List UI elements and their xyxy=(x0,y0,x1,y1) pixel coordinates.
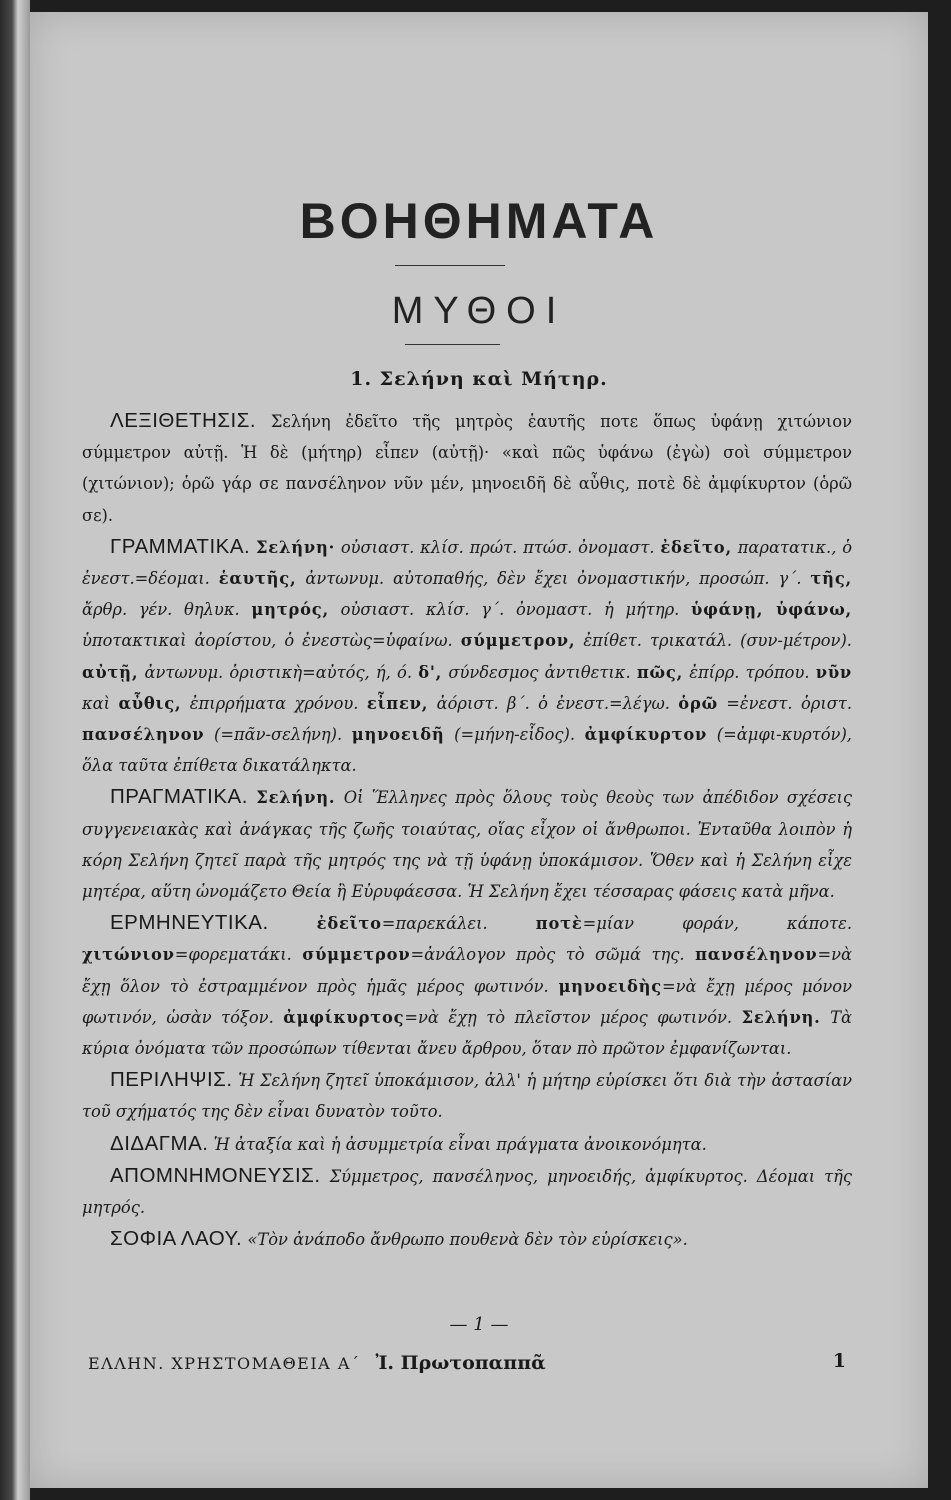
term-gloss: ἐπίθετ. τρικατάλ. (συν-μέτρον). xyxy=(575,631,852,651)
section-subtitle: ΜΥΘΟΙ xyxy=(391,290,567,332)
term-word: αὐτῇ, xyxy=(82,662,139,682)
term-word: ἐδεῖτο, xyxy=(660,537,732,557)
term-word: Σελήνη. xyxy=(741,1007,821,1027)
lead-pragmatika: Σελήνη. xyxy=(256,788,336,808)
term-gloss: =ἀνάλογον πρὸς τὸ σῶμά της. xyxy=(410,945,696,965)
term-gloss: =μίαν φοράν, κάποτε. xyxy=(582,914,852,934)
heading-apomnimoneusis: ΑΠΟΜΝΗΜΟΝΕΥΣΙΣ. xyxy=(110,1163,321,1187)
paragraph-apomnimoneusis xyxy=(82,1160,852,1223)
term-gloss: =ἐνεστ. ὁριστ. xyxy=(717,693,853,713)
term-word: ποτὲ xyxy=(535,914,583,934)
term-word: ἑαυτῆς, xyxy=(218,569,297,589)
term-word: πανσέληνον xyxy=(82,725,205,745)
footer-author: Ἰ. Πρωτοπαππᾶ xyxy=(375,1352,546,1374)
term-word: μηνοειδὴς xyxy=(558,976,662,996)
heading-ermineftika: ΕΡΜΗΝΕΥΤΙΚΑ. xyxy=(110,911,269,935)
term-gloss: =νὰ ἔχῃ τὸ πλεῖστον μέρος φωτινόν. xyxy=(404,1007,742,1027)
text-didagma: Ἡ ἀταξία καὶ ἡ ἀσυμμετρία εἶναι πράγματα ἀνοικονόμητα. xyxy=(208,1134,707,1154)
term-word: σύμμετρον xyxy=(302,945,411,965)
heading-perilipsis: ΠΕΡΙΛΗΨΙΣ. xyxy=(110,1068,233,1092)
term-word: αὖθις, xyxy=(118,693,182,713)
term-word: πῶς, xyxy=(636,662,684,682)
fable-title: 1. Σελήνη καὶ Μήτηρ. xyxy=(350,368,608,390)
paragraph-didagma xyxy=(82,1128,852,1160)
term-word: ἀμφίκυρτος xyxy=(283,1007,405,1027)
term-gloss: (=ἀμφι-κυρτόν), ὅλα ταῦτα ἐπίθετα δικατάληκτα. xyxy=(82,725,852,776)
subtitle-rule xyxy=(405,344,500,345)
page-title: ΒΟΗΘΗΜΑΤΑ xyxy=(299,193,659,249)
term-gloss: (=πᾶν-σελήνη). xyxy=(204,725,352,745)
paragraph-perilipsis xyxy=(82,1064,852,1127)
page-footer xyxy=(88,1352,858,1374)
term-word: ὑφάνῃ, ὑφάνω, xyxy=(691,600,852,620)
text-lexithetisis: Σελήνη ἐδεῖτο τῆς μητρὸς ἑαυτῆς ποτε ὅπως ὑφάνῃ χιτώνιον σύμμετρον αὐτῇ. Ἡ δὲ (μήτηρ) εἶπεν (αὐτῇ)· «καὶ πῶς ὑφάνω (ἐγὼ) σοὶ σύμμετρον (χιτώνιον); ὁρῶ γάρ σε πανσέληνον νῦν μέν, μηνοειδῆ δὲ αὖθις, ποτὲ δὲ ἀμφίκυρτον (ὁρῶ σε). xyxy=(82,412,852,525)
term-word: νῦν xyxy=(815,662,853,682)
term-gloss: ἐπίρρ. τρόπου. xyxy=(683,662,816,682)
page-number: — 1 — xyxy=(449,1314,509,1335)
term-word: τῆς, xyxy=(810,569,852,589)
term-gloss: =νὰ ἔχῃ ὅλον τὸ ἐστραμμένον πρὸς ἡμᾶς μέρος φωτινόν. xyxy=(82,945,852,996)
text-apomnimoneusis: Σύμμετρος, πανσέληνος, μηνοειδής, ἀμφίκυρτος. Δέομαι τῆς μητρός. xyxy=(82,1166,852,1218)
title-rule xyxy=(395,265,505,266)
term-word: ὁρῶ xyxy=(678,693,718,713)
paragraph-pragmatika xyxy=(82,781,852,907)
text-grammatika xyxy=(82,538,852,775)
term-word: Σελήνη· xyxy=(255,537,336,557)
term-gloss: ἀόριστ. β΄. ὁ ἐνεστ.=λέγω. xyxy=(428,693,679,713)
book-spine xyxy=(0,0,30,1500)
text-ermineftika xyxy=(82,914,852,1058)
paragraph-ermineftika xyxy=(82,907,852,1064)
term-gloss: ἀντωνυμ. αὐτοπαθής, δὲν ἔχει ὀνομαστικήν, προσώπ. γ΄. xyxy=(296,569,811,589)
heading-lexithetisis: ΛΕΞΙΘΕΤΗΣΙΣ. xyxy=(110,409,257,432)
footer-series: ΕΛΛΗΝ. ΧΡΗΣΤΟΜΑΘΕΙΑ Α΄ xyxy=(88,1354,361,1373)
term-word: μηνοειδῆ xyxy=(351,725,445,745)
signature-mark: 1 xyxy=(832,1350,846,1372)
term-gloss: =παρεκάλει. xyxy=(381,914,536,934)
text-sofia-laou: «Τὸν ἀνάποδο ἄνθρωπο πουθενὰ δὲν τὸν εὑρίσκεις». xyxy=(242,1230,688,1250)
paragraph-sofia-laou xyxy=(82,1223,852,1255)
term-gloss: =νὰ ἔχῃ μέρος μόνον φωτινόν, ὡσὰν τόξον. xyxy=(82,976,852,1027)
heading-pragmatika: ΠΡΑΓΜΑΤΙΚΑ. xyxy=(110,785,248,809)
term-word: πανσέληνον xyxy=(695,945,818,965)
text-perilipsis: Ἡ Σελήνη ζητεῖ ὑποκάμισον, ἀλλ' ἡ μήτηρ εὑρίσκει ὅτι διὰ τὴν ἀστασίαν τοῦ σχήματός της δὲν εἶναι δυνατὸν τοῦτο. xyxy=(82,1071,852,1122)
term-gloss: οὐσιαστ. κλίσ. πρώτ. πτώσ. ὀνομαστ. xyxy=(335,537,661,557)
term-word: σύμμετρον, xyxy=(460,631,576,651)
heading-grammatika: ΓΡΑΜΜΑΤΙΚΑ. xyxy=(110,534,251,558)
heading-didagma: ΔΙΔΑΓΜΑ. xyxy=(110,1131,209,1155)
term-gloss: καὶ xyxy=(82,693,119,713)
term-word: εἶπεν, xyxy=(366,693,429,713)
heading-sofia-laou: ΣΟΦΙΑ ΛΑΟΥ. xyxy=(110,1227,243,1251)
term-gloss: =φορεματάκι. xyxy=(174,945,303,965)
term-gloss: ἀντωνυμ. ὁριστικὴ=αὐτός, ή, ό. xyxy=(138,662,419,682)
term-gloss: ἄρθρ. γέν. θηλυκ. xyxy=(82,600,252,620)
term-gloss: παρατατικ., ὁ ἐνεστ.=δέομαι. xyxy=(82,537,852,589)
term-word: χιτώνιον xyxy=(82,945,175,965)
term-word: ἐδεῖτο xyxy=(316,914,382,934)
term-gloss: ἐπιρρήματα χρόνου. xyxy=(181,693,367,713)
term-word: δ', xyxy=(418,662,443,682)
term-word: ἀμφίκυρτον xyxy=(584,725,708,745)
term-gloss: ὑποτακτικαὶ ἀορίστου, ὁ ἐνεστὼς=ὑφαίνω. xyxy=(82,631,461,651)
paragraph-lexithetisis xyxy=(82,405,852,531)
paragraph-grammatika xyxy=(82,531,852,782)
commentary-body xyxy=(82,405,852,1255)
term-gloss: Τὰ κύρια ὀνόματα τῶν προσώπων τίθενται ἄνευ ἄρθρου, ὅταν πὸ πρῶτον ἐμφανίζωνται. xyxy=(82,1007,852,1059)
term-gloss: (=μήνη-εἶδος). xyxy=(444,725,585,745)
text-pragmatika: Οἱ Ἕλληνες πρὸς ὅλους τοὺς θεοὺς των ἀπέδιδον σχέσεις συγγενειακὰς καὶ ἀνάγκας τῆς ζωῆς τοιαύτας, οἵας εἶχον οἱ ἄνθρωποι. Ἐνταῦθα λοιπὸν ἡ κόρη Σελήνη ζητεῖ παρὰ τῆς μητρός της νὰ τῇ ὑφάνῃ ὑποκάμισον. Ὅθεν καὶ ἡ Σελήνη εἶχε μητέρα, αὕτη ὠνομάζετο Θεία ἢ Εὐρυφάεσσα. Ἡ Σελήνη ἔχει τέσσαρας φάσεις κατὰ μῆνα. xyxy=(82,788,852,902)
term-gloss: οὐσιαστ. κλίσ. γ΄. ὀνομαστ. ἡ μήτηρ. xyxy=(328,600,692,620)
term-gloss: σύνδεσμος ἀντιθετικ. xyxy=(442,662,637,682)
book-page xyxy=(30,12,928,1488)
term-word: μητρός, xyxy=(251,600,329,620)
